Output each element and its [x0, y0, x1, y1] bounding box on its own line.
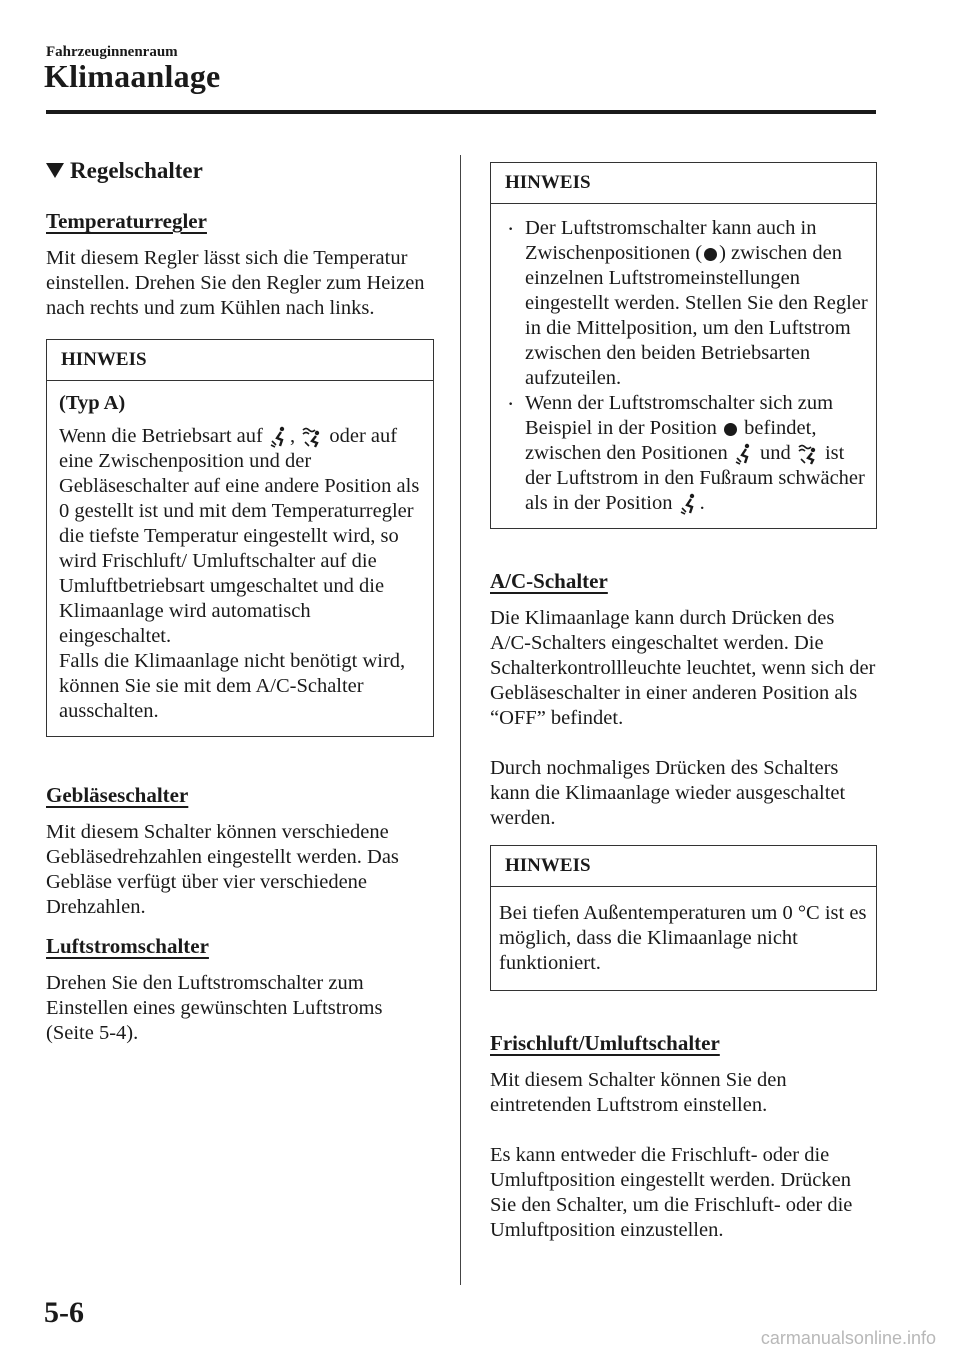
ac-text-1: Die Klimaanlage kann durch Drücken des A/C-Schalters eingeschaltet werden. Die Schalterkontrollleuchte leuchtet, wenn sich der Gebläseschalter in einer anderen Position als “OFF” befindet. [490, 607, 876, 729]
feet-airflow-icon [678, 493, 700, 515]
note-bullet [499, 391, 868, 516]
feet-airflow-icon [733, 443, 755, 465]
note-body [47, 381, 433, 736]
fresh-text-1: Mit diesem Schalter können Sie den eintretenden Luftstrom einstellen. [490, 1069, 787, 1116]
note-label: HINWEIS [47, 340, 433, 381]
feet-defrost-airflow-icon [300, 426, 324, 448]
left-column [46, 158, 434, 1046]
note-box-2 [490, 162, 877, 529]
note-label: HINWEIS [491, 163, 876, 204]
airflow-text: Drehen Sie den Luftstromschalter zum Einstellen eines gewünschten Luftstroms (Seite 5-4). [46, 972, 383, 1044]
feet-defrost-airflow-icon [796, 443, 820, 465]
right-column [490, 162, 878, 1243]
note-line [59, 424, 421, 649]
bullet-text: ) zwischen den einzelnen Luftstromeinstellungen eingestellt werden. Stellen Sie den Regler in die Mittelposition, um den Luftstrom zwischen den beiden Betriebsarten aufzuteilen. [525, 242, 868, 389]
note-box-1 [46, 339, 434, 737]
note-box-3 [490, 845, 877, 991]
bullet-text: . [699, 492, 705, 514]
note-body [491, 887, 876, 990]
blower-text: Mit diesem Schalter können verschiedene Gebläsedrehzahlen eingestellt werden. Das Gebläse verfügt über vier verschiedene Drehzahlen. [46, 821, 399, 918]
blower-heading: Gebläseschalter [46, 783, 189, 807]
intermediate-position-dot-icon [704, 248, 717, 261]
ac-heading: A/C-Schalter [490, 569, 608, 593]
column-divider [460, 155, 461, 1285]
note-line-2: Falls die Klimaanlage nicht benötigt wird, können Sie sie mit dem A/C-Schalter ausschalten. [59, 650, 406, 722]
temp-heading: Temperaturregler [46, 209, 207, 233]
bullet-text: Der Luftstromschalter kann auch in Zwischenpositionen ( [525, 217, 817, 264]
note-type: (Typ A) [59, 392, 126, 414]
fresh-text-2: Es kann entweder die Frischluft- oder die Umluftposition eingestellt werden. Drücken Sie den Schalter, um die Frischluft- oder die Umluftposition einzustellen. [490, 1144, 853, 1241]
bullet-text: befindet, zwischen den Positionen [525, 417, 817, 464]
title-rule [46, 110, 876, 114]
page-number: 5-6 [44, 1296, 84, 1329]
bullet-text: Wenn der Luftstromschalter sich zum Beispiel in der Position [525, 392, 834, 439]
note-bullet [499, 216, 868, 391]
fresh-heading: Frischluft/Umluftschalter [490, 1031, 720, 1055]
note-text-pre: Wenn die Betriebsart auf [59, 425, 263, 447]
intermediate-position-dot-icon [724, 423, 737, 436]
bullet-text: ist der Luftstrom in den Fußraum schwächer als in der Position [525, 442, 865, 514]
section-kicker: Fahrzeuginnenraum [46, 44, 178, 60]
note-text-post: oder auf [329, 425, 398, 447]
triangle-marker-icon [46, 163, 64, 178]
ac-text-2: Durch nochmaliges Drücken des Schalters kann die Klimaanlage wieder ausgeschaltet werden. [490, 757, 846, 829]
section-heading-text: Regelschalter [70, 158, 203, 183]
section-heading [46, 158, 434, 183]
note-label: HINWEIS [491, 846, 876, 887]
watermark: carmanualsonline.info [760, 1328, 936, 1348]
feet-airflow-icon [268, 426, 290, 448]
page-title: Klimaanlage [44, 58, 221, 94]
temp-text: Mit diesem Regler lässt sich die Temperatur einstellen. Drehen Sie den Regler zum Heizen nach rechts und zum Kühlen nach links. [46, 247, 425, 319]
note-text-rest: eine Zwischenposition und der Gebläseschalter auf eine andere Position als 0 gestellt ist und mit dem Temperaturregler die tiefste Temperatur eingestellt wird, so wird Frischluft/ Umluftschalter auf die Umluftbetriebsart umgeschaltet und die Klimaanlage wird automatisch eingeschaltet. [59, 450, 420, 647]
note-text: Bei tiefen Außentemperaturen um 0 °C ist es möglich, dass die Klimaanlage nicht funktioniert. [499, 902, 867, 974]
note-text-sep: , [289, 425, 296, 447]
note-body [491, 204, 876, 528]
airflow-heading: Luftstromschalter [46, 934, 209, 958]
bullet-text: und [759, 442, 791, 464]
